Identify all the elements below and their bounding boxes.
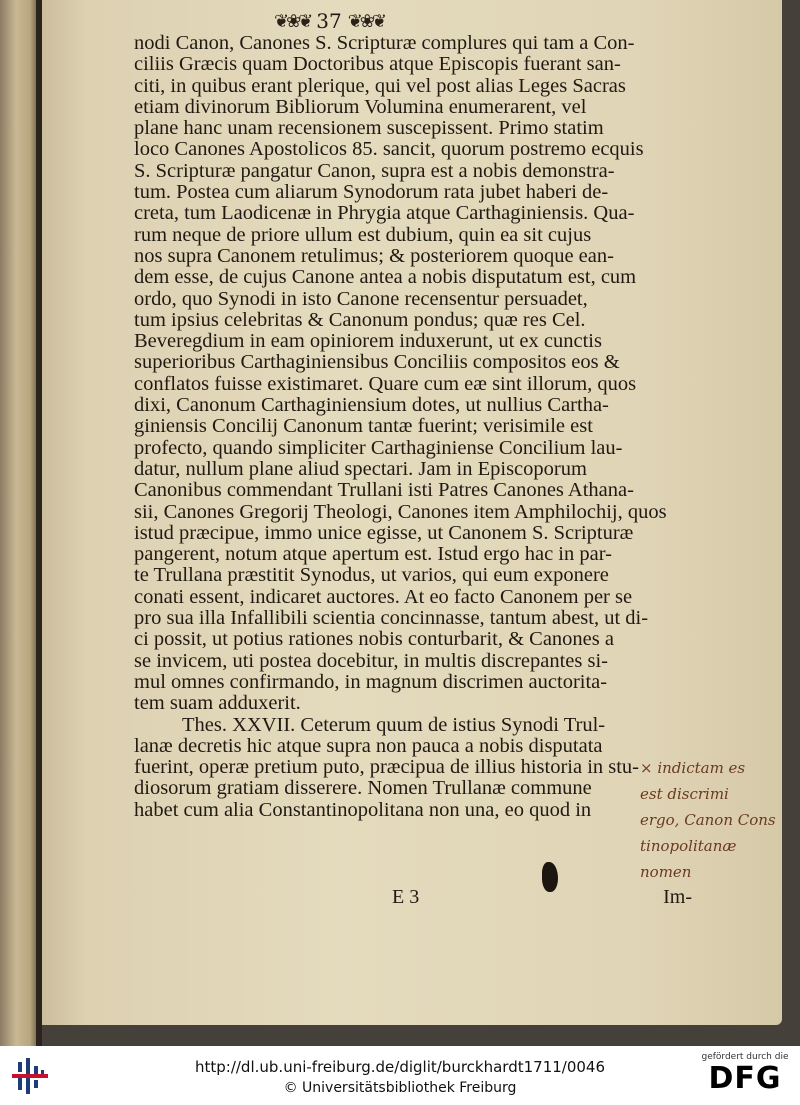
text-line: ciliis Græcis quam Doctoribus atque Episcopis fuerant san- [134, 53, 621, 76]
text-line: loco Canones Apostolicos 85. sancit, quorum postremo ecquis [134, 138, 644, 161]
text-line: habet cum alia Constantinopolitana non una, eo quod in [134, 798, 592, 821]
text-line: datur, nullum plane aliud spectari. Jam in Episcoporum [134, 457, 587, 480]
catchword: Im- [663, 886, 692, 908]
funder-block [700, 1052, 790, 1096]
text-line: ordo, quo Synodi in isto Canone recensentur persuadet, [134, 287, 588, 310]
text-line: pro sua illa Infallibili scientia concinnasse, tantum abest, ut di- [134, 607, 649, 630]
text-line: fuerint, operæ pretium puto, præcipua de illius historia in stu- [134, 756, 640, 779]
text-line: tum ipsius celebritas & Canonum pondus; quæ res Cel. [134, 308, 586, 331]
text-line: diosorum gratiam disserere. Nomen Trullanæ commune [134, 777, 592, 800]
text-line: mul omnes confirmando, in magnum discrimen auctorita- [134, 670, 608, 693]
margin-note-line: × indictam es [640, 759, 746, 777]
header-ornament-right: ❦❀❦ [347, 10, 384, 32]
margin-note-line: est discrimi [640, 785, 729, 803]
text-line: etiam divinorum Bibliorum Volumina enumerarent, vel [134, 95, 587, 118]
text-line: dixi, Canonum Carthaginiensium dotes, ut nullius Cartha- [134, 394, 609, 417]
page-footer-marks [392, 886, 692, 909]
copyright-notice: © Universitätsbibliothek Freiburg [283, 1080, 517, 1096]
header-ornament-left: ❦❀❦ [274, 10, 311, 32]
text-line: giniensis Concilij Canonum tantæ fuerint; verisimile est [134, 415, 593, 438]
text-line: se invicem, uti postea docebitur, in multis discrepantes si- [134, 649, 608, 672]
text-line: S. Scripturæ pangatur Canon, supra est a nobis demonstra- [134, 159, 615, 182]
text-line: plane hanc unam recensionem suscepissent. Primo statim [134, 117, 604, 140]
text-line: profecto, quando simpliciter Carthaginiense Concilium lau- [134, 436, 623, 459]
handwritten-margin-note [640, 755, 790, 885]
body-text [134, 33, 681, 821]
text-line: pangerent, notum atque apertum est. Istud ergo hac in par- [134, 543, 612, 566]
text-line: ci possit, ut potius rationes nobis conturbarit, & Canones a [134, 628, 614, 651]
funder-caption: gefördert durch die [701, 1052, 789, 1062]
text-line: te Trullana præstitit Synodus, ut varios, qui eum exponere [134, 564, 609, 587]
margin-note-line: tinopolitanæ [640, 837, 737, 855]
text-line: nos supra Canonem retulimus; & posteriorem quoque ean- [134, 244, 614, 267]
text-line: dem esse, de cujus Canone antea a nobis disputatum est, cum [134, 266, 637, 289]
text-line: Beveregdium in eam opiniorem induxerunt, ut ex cunctis [134, 330, 602, 353]
text-line: istud præcipue, immo unice egisse, ut Canonem S. Scripturæ [134, 521, 634, 544]
text-line: nodi Canon, Canones S. Scripturæ complures qui tam a Con- [134, 32, 635, 54]
text-line: conflatos fuisse existimaret. Quare cum eæ sint illorum, quos [134, 372, 637, 395]
left-page-edge [0, 0, 40, 1046]
signature-mark: E 3 [392, 886, 420, 908]
margin-note-line: nomen [640, 863, 692, 881]
text-line: creta, tum Laodicenæ in Phrygia atque Carthaginiensis. Qua- [134, 202, 635, 225]
text-line: Canonibus commendant Trullani isti Patres Canones Athana- [134, 479, 634, 502]
text-line: tem suam adduxerit. [134, 692, 301, 715]
text-line: superioribus Carthaginiensibus Conciliis compositos eos & [134, 351, 620, 374]
document-url[interactable]: http://dl.ub.uni-freiburg.de/diglit/burckhardt1711/0046 [194, 1058, 606, 1076]
margin-note-line: ergo, Canon Cons [640, 811, 776, 829]
text-line: sii, Canones Gregorij Theologi, Canones item Amphilochij, quos [134, 500, 667, 523]
text-line: Thes. XXVII. Ceterum quum de istius Synodi Trul- [182, 713, 606, 736]
text-line: citi, in quibus erant plerique, qui vel post alias Leges Sacras [134, 74, 626, 97]
text-line: tum. Postea cum aliarum Synodorum rata jubet haberi de- [134, 181, 609, 204]
text-line: rum neque de priore ullum est dubium, quin ea sit cujus [134, 223, 592, 246]
dfg-logo: DFG [708, 1061, 782, 1096]
viewer-footer [0, 1046, 800, 1105]
page-header [274, 8, 474, 34]
text-line: lanæ decretis hic atque supra non pauca a nobis disputata [134, 734, 603, 757]
page-number: 37 [316, 9, 342, 33]
text-line: conati essent, indicaret auctores. At eo facto Canonem per se [134, 585, 633, 608]
